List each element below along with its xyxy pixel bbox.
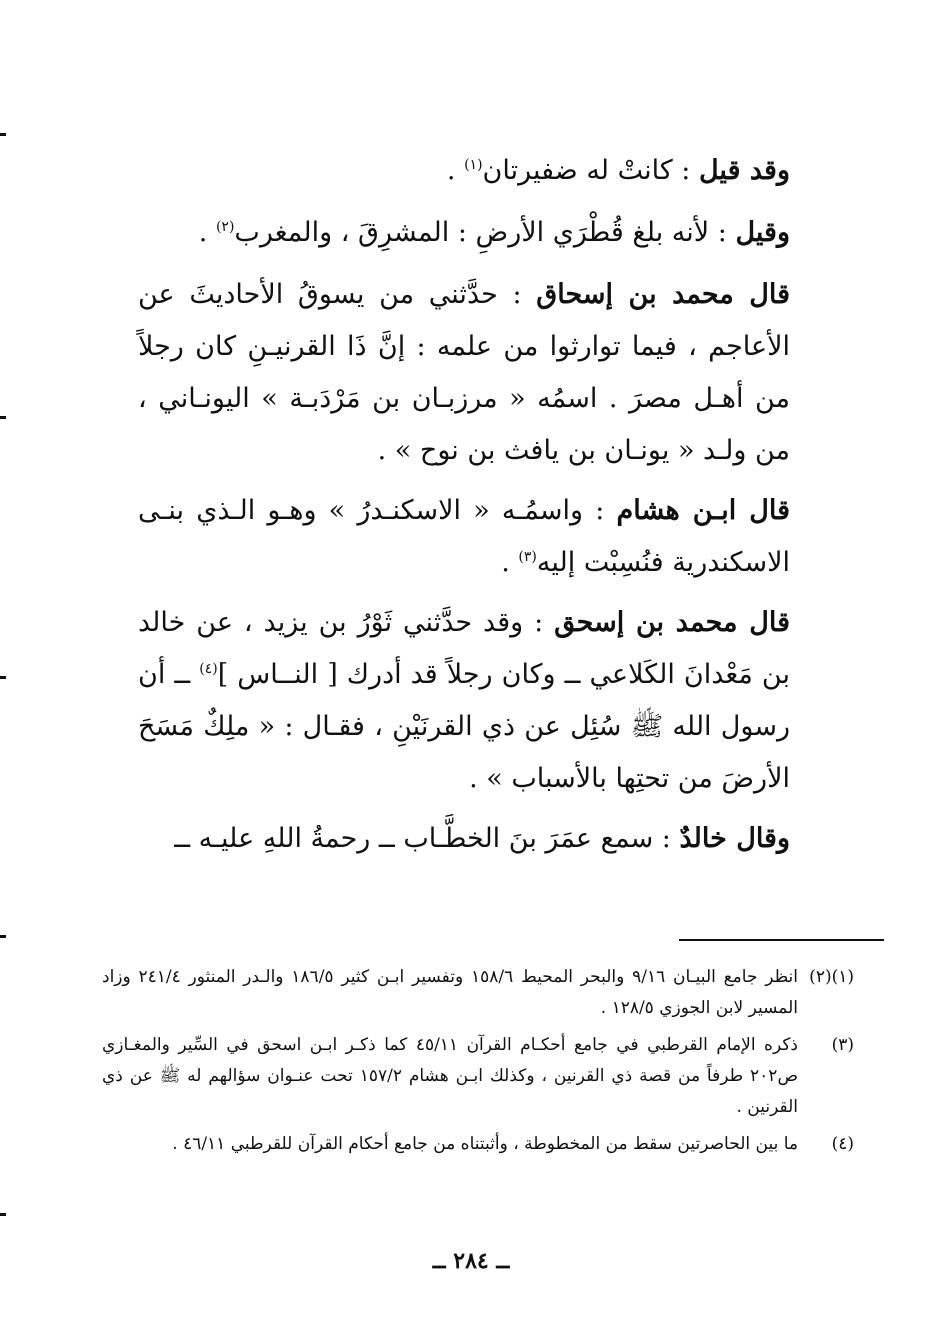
paragraph-text: : حدَّثني من يسوقُ الأحاديثَ عن الأعاجم ، فيما توارثوا من علمه : إنَّ ذَا القرنيـنِ كان رجلاً من أهـل مصرَ . اسمُه « مرزبـان بن مَرْدَبـة » اليونـاني ، من ولـد « يونـان بن يافث بن نوح » . bbox=[138, 279, 790, 466]
margin-mark bbox=[0, 416, 6, 419]
footnote-number: (٣) bbox=[831, 1035, 854, 1055]
footnote-ref: (٤) bbox=[199, 661, 218, 677]
paragraph-lead: قال ابـن هشام bbox=[616, 495, 790, 526]
paragraph-text: : كانتْ له ضفيرتان bbox=[482, 155, 699, 186]
paragraph-text: : واسمُـه « الاسكنـدرُ » وهـو الـذي بنـى الاسكندرية فنُسِبْت إليه bbox=[138, 495, 790, 578]
page-number: ــ ٢٨٤ ــ bbox=[432, 1248, 510, 1274]
paragraph-6 bbox=[138, 813, 790, 865]
paragraph-lead: وقد قيل bbox=[698, 155, 790, 186]
footnote-ref: (٣) bbox=[518, 549, 537, 565]
paragraph-4 bbox=[138, 485, 790, 589]
footnote-number: (٤) bbox=[831, 1134, 854, 1154]
paragraph-1 bbox=[138, 145, 790, 197]
paragraph-tail: . bbox=[446, 155, 465, 186]
footnote bbox=[102, 962, 854, 1024]
footnotes bbox=[102, 962, 854, 1166]
margin-mark bbox=[0, 133, 6, 136]
footnote-text: انظر جامع البيـان ٩/١٦ والبحر المحيط ١٥٨/٦ وتفسير ابـن كثير ١٨٦/٥ والـدر المنثور ٢٤١/٤ وزاد المسير لابن الجوزي ١٢٨/٥ . bbox=[102, 967, 799, 1018]
margin-mark bbox=[0, 676, 6, 679]
paragraph-3 bbox=[138, 269, 790, 477]
footnote-ref: (٢) bbox=[215, 219, 235, 235]
footnote bbox=[102, 1030, 854, 1123]
paragraph-2 bbox=[138, 207, 790, 259]
paragraph-text: : لأنه بلغ قُطْرَي الأرضِ : المشرِقَ ، والمغرب bbox=[234, 217, 736, 248]
footnote-text: ذكره الإمام القرطبي في جامع أحكـام القرآن ٤٥/١١ كما ذكـر ابـن اسحق في السِّير والمغـازي ص٢٠٢ طرفاً من قصة ذي القرنين ، وكذلك ابـن هشام ١٥٧/٢ تحت عنـوان سؤالهم له ﷺ عن ذي القرنين . bbox=[102, 1035, 799, 1117]
paragraph-lead: قال محمد بن إسحاق bbox=[536, 279, 791, 310]
footnote bbox=[102, 1129, 854, 1160]
margin-mark bbox=[0, 935, 6, 938]
paragraph-5 bbox=[138, 597, 790, 805]
footnote-ref: (١) bbox=[464, 157, 483, 173]
paragraph-lead: وقال خالدٌ bbox=[679, 823, 790, 854]
paragraph-text: : سمع عمَرَ بنَ الخطَّـاب ــ رحمةُ اللهِ عليـه ــ bbox=[174, 823, 680, 854]
footnote-divider bbox=[679, 939, 884, 941]
paragraph-text: : وقد حدَّثني ثَوْرُ بن يزيد ، عن خالد بن مَعْدانَ الكَلاعي ــ وكان رجلاً قد أدرك [ النــاس ] bbox=[138, 607, 790, 690]
footnote-number: (١)(٢) bbox=[809, 967, 854, 987]
paragraph-tail: . bbox=[198, 217, 216, 248]
footnote-text: ما بين الحاصرتين سقط من المخطوطة ، وأثبتناه من جامع أحكام القرآن للقرطبي ٤٦/١١ . bbox=[172, 1134, 798, 1154]
main-text bbox=[138, 145, 790, 875]
paragraph-tail: ــ أن رسول الله ﷺ سُئِل عن ذي القرنَيْنِ ، فقـال : « ملِكٌ مَسَحَ الأرضَ من تحتِها بالأسباب » . bbox=[138, 659, 790, 794]
paragraph-lead: وقيل bbox=[735, 217, 790, 248]
margin-mark bbox=[0, 1213, 6, 1216]
paragraph-lead: قال محمد بن إسحق bbox=[554, 607, 790, 638]
paragraph-tail: . bbox=[501, 547, 519, 578]
